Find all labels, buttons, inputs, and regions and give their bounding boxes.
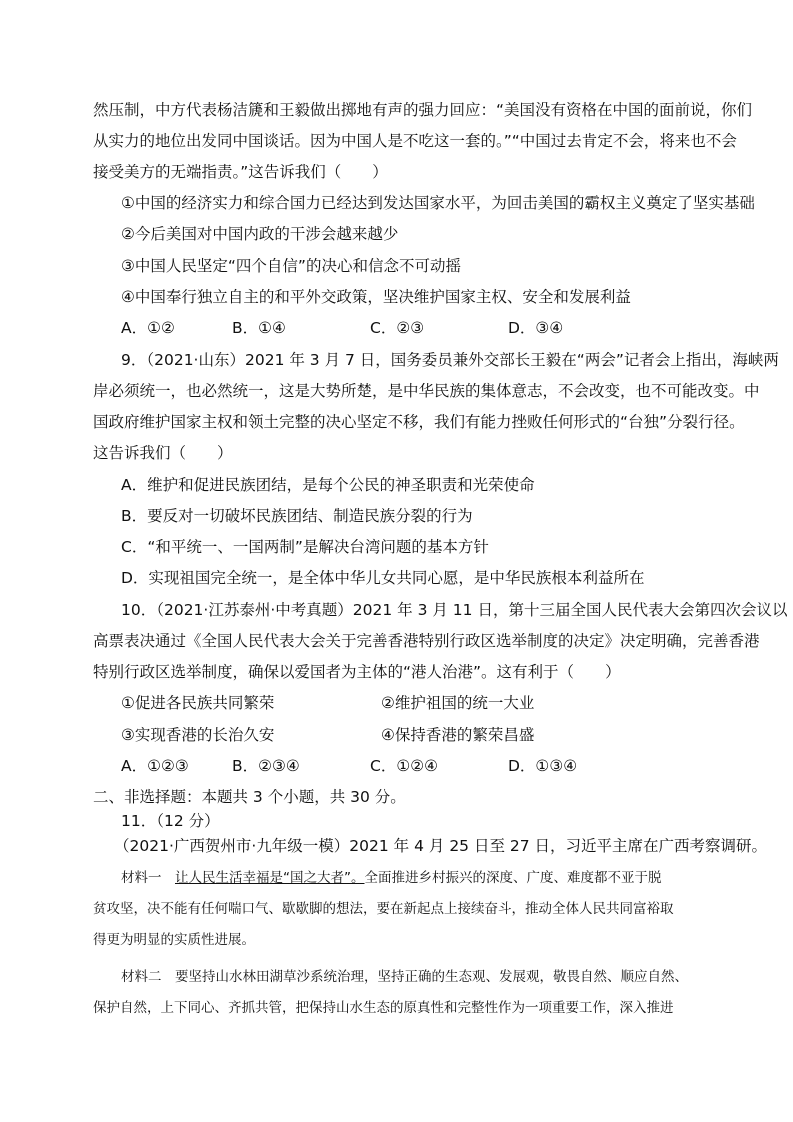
q8-statement-4: ④中国奉行独立自主的和平外交政策，坚决维护国家主权、安全和发展利益 <box>121 288 631 306</box>
material-1-line-1 <box>121 868 662 888</box>
q9-option-c: C．“和平统一、一国两制”是解决台湾问题的基本方针 <box>121 538 489 556</box>
material-2-line-2: 保护自然，上下同心、齐抓共管，把保持山水生态的原真性和完整性作为一项重要工作，深入推进 <box>93 1000 674 1016</box>
q8-option-a: A．①② <box>121 319 175 337</box>
q8-option-c: C．②③ <box>370 319 425 337</box>
q9-stem-line-1: 9．（2021·山东）2021 年 3 月 7 日，国务委员兼外交部长王毅在“两会”记者会上指出，海峡两 <box>121 351 779 369</box>
q10-statement-1: ①促进各民族共同繁荣 <box>121 694 275 712</box>
q8-statement-3: ③中国人民坚定“四个自信”的决心和信念不可动摇 <box>121 257 461 275</box>
material-1-prefix: 材料一 <box>121 870 175 886</box>
q9-stem-line-4: 这告诉我们（ ） <box>93 444 233 462</box>
material-2-line-1: 材料二 要坚持山水林田湖草沙系统治理，坚持正确的生态观、发展观，敬畏自然、顺应自然、 <box>121 969 688 985</box>
q11-intro: （2021·广西贺州市·九年级一模）2021 年 4 月 25 日至 27 日，习近平主席在广西考察调研。 <box>114 837 768 855</box>
q9-stem-line-2: 岸必须统一，也必然统一，这是大势所楚，是中华民族的集体意志，不会改变，也不可能改变。中 <box>93 382 760 400</box>
material-1-line-3: 得更为明显的实质性进展。 <box>93 932 255 948</box>
q9-option-d: D．实现祖国完全统一，是全体中华儿女共同心愿，是中华民族根本利益所在 <box>121 569 645 587</box>
q10-option-b: B．②③④ <box>232 757 300 775</box>
q8-option-d: D．③④ <box>508 319 564 337</box>
q10-stem-line-3: 特别行政区选举制度，确保以爱国者为主体的“港人治港”。这有利于（ ） <box>93 663 621 681</box>
section-heading: 二、非选择题：本题共 3 个小题，共 30 分。 <box>93 788 406 806</box>
q8-stem-line-3: 接受美方的无端指责。”这告诉我们（ ） <box>93 163 388 181</box>
q11-label: 11．（12 分） <box>121 812 220 830</box>
q8-statement-2: ②今后美国对中国内政的干涉会越来越少 <box>121 225 399 243</box>
q9-option-b: B．要反对一切破坏民族团结、制造民族分裂的行为 <box>121 507 473 525</box>
q10-stem-line-2: 高票表决通过《全国人民代表大会关于完善香港特别行政区选举制度的决定》决定明确，完善香港 <box>93 632 760 650</box>
q8-statement-1: ①中国的经济实力和综合国力已经达到发达国家水平，为回击美国的霸权主义奠定了坚实基础 <box>121 194 755 212</box>
q8-option-b: B．①④ <box>232 319 286 337</box>
q8-stem-line-2: 从实力的地位出发同中国谈话。因为中国人是不吃这一套的。”“中国过去肯定不会，将来也不会 <box>93 132 737 150</box>
material-1-quote: 让人民生活幸福是“国之大者”。 <box>175 870 365 886</box>
q10-statement-2: ②维护祖国的统一大业 <box>381 694 535 712</box>
q9-stem-line-3: 国政府维护国家主权和领土完整的决心坚定不移，我们有能力挫败任何形式的“台独”分裂行径。 <box>93 413 745 431</box>
q10-statement-3: ③实现香港的长治久安 <box>121 726 275 744</box>
q10-statement-4: ④保持香港的繁荣昌盛 <box>381 726 535 744</box>
material-1-line-1-rest: 全面推进乡村振兴的深度、广度、难度都不亚于脱 <box>364 870 662 886</box>
q8-stem-line-1: 然压制，中方代表杨洁篪和王毅做出掷地有声的强力回应：“美国没有资格在中国的面前说，你们 <box>93 101 753 119</box>
q10-option-a: A．①②③ <box>121 757 189 775</box>
q10-option-c: C．①②④ <box>370 757 439 775</box>
q10-stem-line-1: 10．（2021·江苏泰州·中考真题）2021 年 3 月 11 日，第十三届全国人民代表大会第四次会议以 <box>121 601 788 619</box>
q10-option-d: D．①③④ <box>508 757 578 775</box>
material-1-line-2: 贫攻坚，决不能有任何喘口气、歇歇脚的想法，要在新起点上接续奋斗，推动全体人民共同富裕取 <box>93 901 674 917</box>
q9-option-a: A．维护和促进民族团结，是每个公民的神圣职责和光荣使命 <box>121 476 535 494</box>
